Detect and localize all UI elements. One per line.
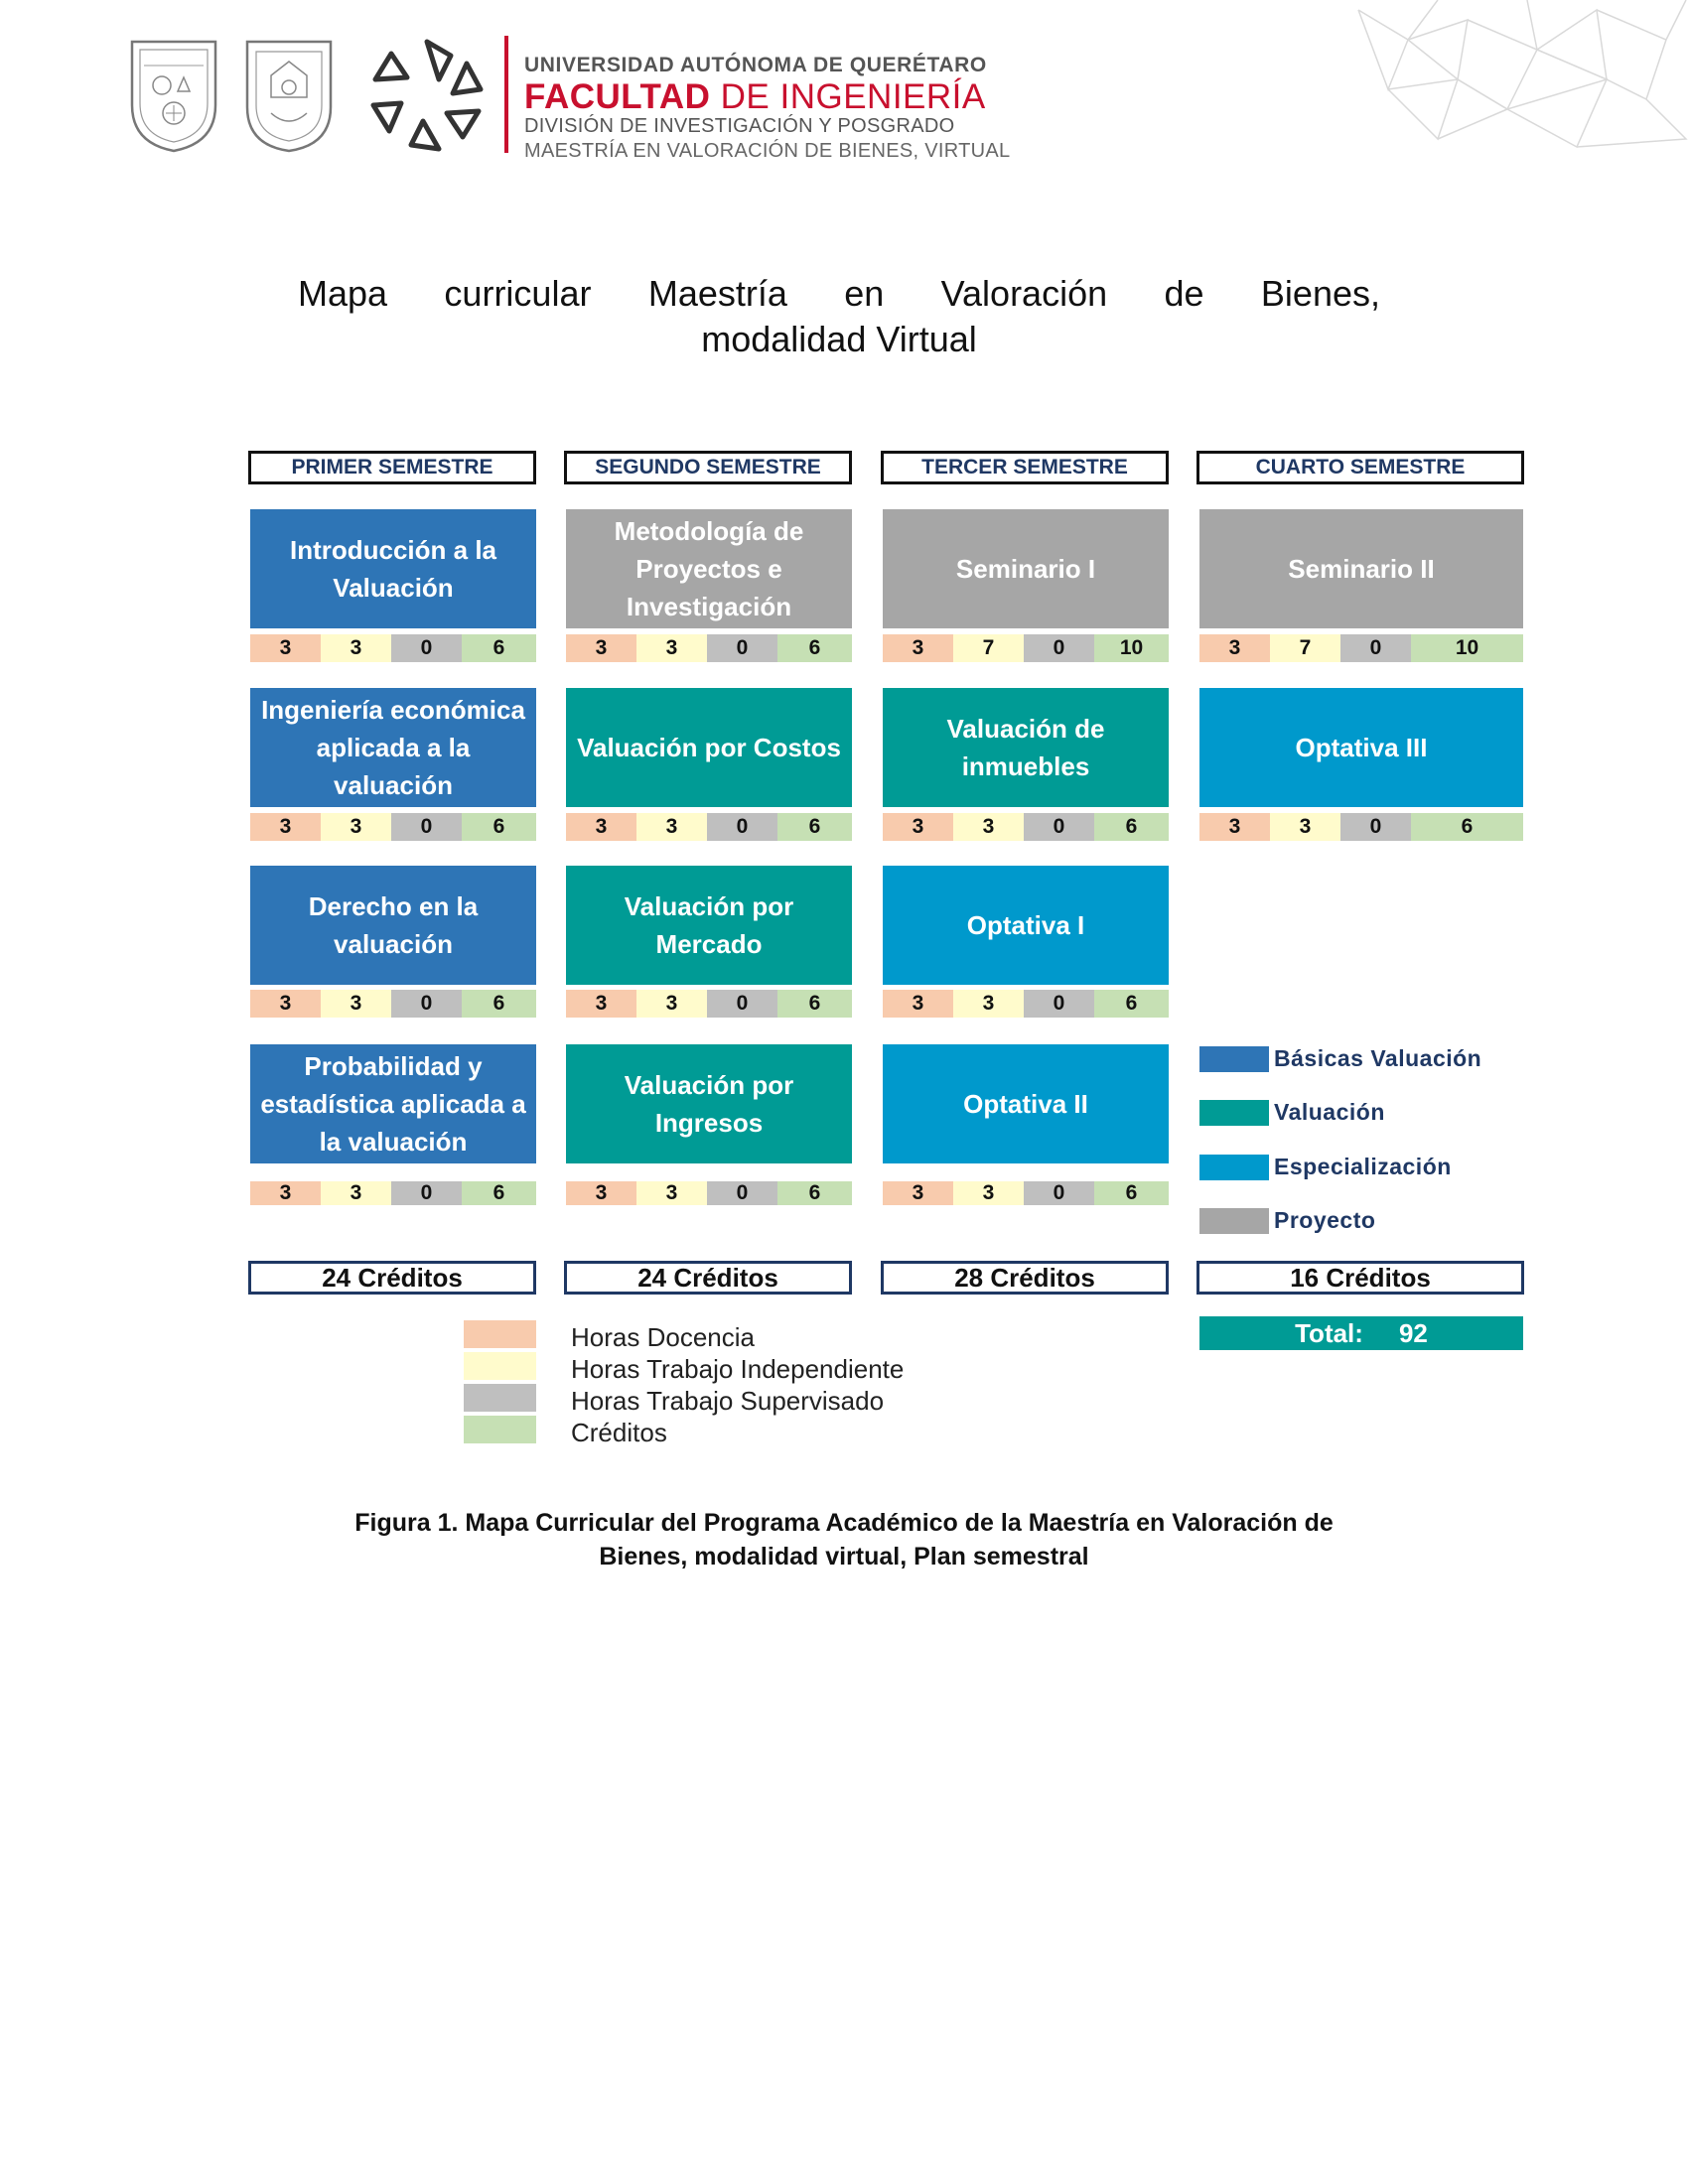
hours-docencia: 3	[566, 990, 636, 1018]
course-hours-row	[1199, 813, 1523, 841]
fi-seal-logo	[241, 36, 337, 155]
course-credits: 6	[777, 634, 852, 662]
hours-independiente: 3	[636, 1181, 707, 1205]
course-valuacion-ingresos: Valuación por Ingresos	[566, 1044, 852, 1163]
course-valuacion-mercado: Valuación por Mercado	[566, 866, 852, 985]
course-hours-row	[250, 634, 536, 662]
course-credits: 6	[1094, 990, 1169, 1018]
hours-docencia: 3	[1199, 634, 1270, 662]
hours-docencia: 3	[883, 990, 953, 1018]
semester-header-4: CUARTO SEMESTRE	[1196, 451, 1524, 484]
hours-docencia: 3	[250, 634, 321, 662]
hours-supervisado: 0	[391, 1181, 462, 1205]
course-seminario-2: Seminario II	[1199, 509, 1523, 628]
legend-label-proyecto: Proyecto	[1274, 1207, 1376, 1233]
course-credits: 6	[462, 813, 536, 841]
course-valuacion-inmuebles: Valuación de inmuebles	[883, 688, 1169, 807]
hours-independiente: 3	[1270, 813, 1340, 841]
figure-caption-line-2: Bienes, modalidad virtual, Plan semestral	[599, 1543, 1089, 1570]
course-optativa-2: Optativa II	[883, 1044, 1169, 1163]
course-hours-row	[566, 990, 852, 1018]
hours-supervisado: 0	[391, 990, 462, 1018]
hours-independiente: 7	[953, 634, 1024, 662]
hours-legend-swatch-docencia	[464, 1320, 536, 1348]
course-credits: 6	[777, 990, 852, 1018]
hours-legend-independiente: Horas Trabajo Independiente	[571, 1354, 905, 1384]
course-credits: 6	[1094, 1181, 1169, 1205]
hours-supervisado: 0	[707, 813, 777, 841]
hours-legend-swatch-independiente	[464, 1352, 536, 1380]
semester-credits-3: 28 Créditos	[881, 1261, 1169, 1295]
semester-header-1: PRIMER SEMESTRE	[248, 451, 536, 484]
course-credits: 10	[1411, 634, 1523, 662]
hours-supervisado: 0	[707, 1181, 777, 1205]
hours-independiente: 3	[636, 990, 707, 1018]
hours-legend-docencia: Horas Docencia	[571, 1322, 755, 1352]
course-hours-row	[250, 990, 536, 1018]
course-hours-row	[883, 634, 1169, 662]
semester-header-2: SEGUNDO SEMESTRE	[564, 451, 852, 484]
course-optativa-3: Optativa III	[1199, 688, 1523, 807]
course-optativa-1: Optativa I	[883, 866, 1169, 985]
hours-docencia: 3	[883, 813, 953, 841]
hours-docencia: 3	[566, 1181, 636, 1205]
page-title-line-2: modalidad Virtual	[701, 319, 977, 359]
hours-docencia: 3	[250, 813, 321, 841]
legend-label-especializacion: Especialización	[1274, 1154, 1452, 1179]
course-introduccion-valuacion: Introducción a la Valuación	[250, 509, 536, 628]
figure-caption-line-1: Figura 1. Mapa Curricular del Programa Académico de la Maestría en Valoración de	[354, 1509, 1334, 1537]
hours-docencia: 3	[566, 813, 636, 841]
hours-supervisado: 0	[1340, 813, 1411, 841]
page-title-line-1: Mapa curricular Maestría en Valoración de Bienes,	[298, 273, 1380, 314]
course-probabilidad-estadistica: Probabilidad y estadística aplicada a la valuación	[250, 1044, 536, 1163]
semester-credits-4: 16 Créditos	[1196, 1261, 1524, 1295]
course-hours-row	[883, 813, 1169, 841]
hours-supervisado: 0	[1024, 990, 1094, 1018]
legend-swatch-valuacion	[1199, 1100, 1269, 1126]
hours-independiente: 3	[636, 813, 707, 841]
course-credits: 6	[1411, 813, 1523, 841]
total-label: Total:	[1295, 1317, 1363, 1348]
course-ingenieria-economica: Ingeniería económica aplicada a la valuación	[250, 688, 536, 807]
hours-supervisado: 0	[1024, 813, 1094, 841]
program-name: MAESTRÍA EN VALORACIÓN DE BIENES, VIRTUAL	[524, 140, 1011, 162]
total-credits	[1199, 1316, 1523, 1350]
course-valuacion-costos: Valuación por Costos	[566, 688, 852, 807]
course-hours-row	[883, 1181, 1169, 1205]
decorative-network-graphic	[1348, 0, 1688, 149]
division-name: DIVISIÓN DE INVESTIGACIÓN Y POSGRADO	[524, 115, 955, 137]
legend-label-basicas: Básicas Valuación	[1274, 1045, 1482, 1071]
hours-supervisado: 0	[1024, 634, 1094, 662]
course-credits: 6	[462, 990, 536, 1018]
legend-swatch-especializacion	[1199, 1155, 1269, 1180]
course-hours-row	[250, 1181, 536, 1205]
hours-independiente: 3	[953, 813, 1024, 841]
hours-docencia: 3	[883, 634, 953, 662]
hours-docencia: 3	[566, 634, 636, 662]
course-credits: 6	[462, 1181, 536, 1205]
hours-legend-creditos: Créditos	[571, 1418, 667, 1447]
hours-supervisado: 0	[1024, 1181, 1094, 1205]
faculty-name	[524, 77, 986, 117]
hours-independiente: 7	[1270, 634, 1340, 662]
course-hours-row	[250, 813, 536, 841]
hours-independiente: 3	[321, 813, 391, 841]
semester-credits-2: 24 Créditos	[564, 1261, 852, 1295]
hours-legend-supervisado: Horas Trabajo Supervisado	[571, 1386, 885, 1416]
hours-independiente: 3	[636, 634, 707, 662]
course-credits: 6	[777, 813, 852, 841]
hours-legend-swatch-creditos	[464, 1416, 536, 1443]
hours-docencia: 3	[883, 1181, 953, 1205]
hours-supervisado: 0	[391, 634, 462, 662]
total-value: 92	[1398, 1317, 1428, 1348]
course-hours-row	[883, 990, 1169, 1018]
fi-geometric-logo	[355, 34, 499, 158]
hours-docencia: 3	[250, 990, 321, 1018]
hours-supervisado: 0	[391, 813, 462, 841]
course-hours-row	[1199, 634, 1523, 662]
hours-legend-swatch-supervisado	[464, 1384, 536, 1412]
semester-credits-1: 24 Créditos	[248, 1261, 536, 1295]
course-credits: 10	[1094, 634, 1169, 662]
course-hours-row	[566, 634, 852, 662]
course-derecho-valuacion: Derecho en la valuación	[250, 866, 536, 985]
course-credits: 6	[777, 1181, 852, 1205]
semester-header-3: TERCER SEMESTRE	[881, 451, 1169, 484]
hours-independiente: 3	[953, 990, 1024, 1018]
legend-swatch-proyecto	[1199, 1208, 1269, 1234]
legend-swatch-basicas	[1199, 1046, 1269, 1072]
faculty-name-light: DE INGENIERÍA	[710, 77, 986, 116]
header-divider	[504, 36, 508, 153]
uaq-seal-logo	[126, 36, 221, 155]
hours-independiente: 3	[321, 1181, 391, 1205]
hours-docencia: 3	[250, 1181, 321, 1205]
hours-independiente: 3	[321, 990, 391, 1018]
university-name: UNIVERSIDAD AUTÓNOMA DE QUERÉTARO	[524, 54, 987, 76]
hours-docencia: 3	[1199, 813, 1270, 841]
course-credits: 6	[462, 634, 536, 662]
hours-supervisado: 0	[1340, 634, 1411, 662]
course-hours-row	[566, 1181, 852, 1205]
course-credits: 6	[1094, 813, 1169, 841]
legend-label-valuacion: Valuación	[1274, 1099, 1385, 1125]
course-seminario-1: Seminario I	[883, 509, 1169, 628]
hours-independiente: 3	[321, 634, 391, 662]
hours-independiente: 3	[953, 1181, 1024, 1205]
course-metodologia-proyectos: Metodología de Proyectos e Investigación	[566, 509, 852, 628]
hours-supervisado: 0	[707, 634, 777, 662]
course-hours-row	[566, 813, 852, 841]
hours-supervisado: 0	[707, 990, 777, 1018]
faculty-name-bold: FACULTAD	[524, 77, 711, 116]
